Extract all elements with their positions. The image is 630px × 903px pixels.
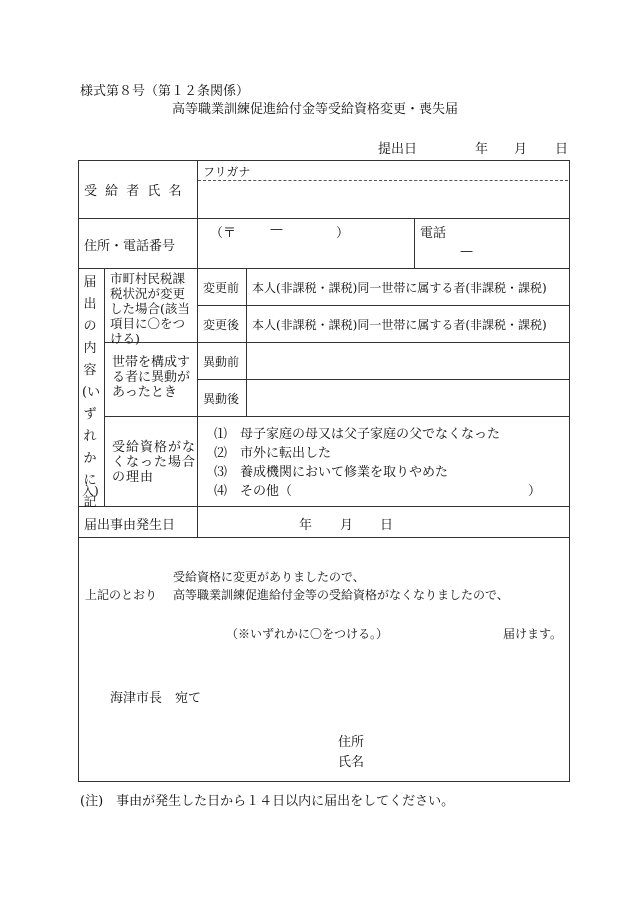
address-phone-label: 住所・電話番号 — [84, 239, 176, 254]
household-before-label: 異動前 — [203, 355, 240, 369]
phone-field[interactable] — [418, 240, 568, 266]
eligibility-loss-label: 受給資格がなくなった場合の理由 — [112, 440, 197, 485]
tax-before-options[interactable]: 本人(非課税・課税)同一世帯に属する者(非課税・課税) — [252, 281, 547, 295]
address-field[interactable] — [200, 240, 410, 266]
signer-name-label: 氏名 — [338, 755, 365, 770]
reason-3[interactable]: ⑶ 養成機関において修業を取りやめた — [214, 465, 449, 480]
phone-label: 電話 — [420, 226, 447, 241]
statement-note: （※いずれかに〇をつける。） — [226, 627, 389, 641]
event-year: 年 — [299, 518, 313, 533]
notification-vertical-label-end: 入) — [82, 484, 99, 498]
household-after-label: 異動後 — [203, 392, 240, 406]
tax-after-label: 変更後 — [203, 318, 240, 332]
phone-dash: — — [460, 244, 473, 259]
reason-4-close: ） — [528, 484, 542, 499]
submission-year: 年 — [475, 142, 489, 157]
event-day: 日 — [380, 518, 394, 533]
tax-before-label: 変更前 — [203, 281, 240, 295]
addressee: 海津市長 宛て — [110, 691, 202, 706]
furigana-label: フリガナ — [203, 165, 251, 179]
household-change-label: 世帯を構成する者に異動があったとき — [112, 355, 191, 400]
reason-2[interactable]: ⑵ 市外に転出した — [214, 446, 332, 461]
recipient-name-label: 受 給 者 氏 名 — [84, 184, 184, 199]
household-before-field[interactable] — [250, 345, 566, 377]
page-title: 高等職業訓練促進給付金等受給資格変更・喪失届 — [172, 102, 459, 117]
postal-close: ） — [336, 226, 350, 241]
reason-1[interactable]: ⑴ 母子家庭の母又は父子家庭の父でなくなった — [214, 427, 501, 442]
submission-month: 月 — [514, 142, 528, 157]
statement-suffix: 届けます。 — [503, 627, 563, 641]
postal-dash: — — [270, 222, 283, 237]
signer-address-label: 住所 — [338, 735, 365, 750]
statement-prefix: 上記のとおり — [85, 588, 158, 602]
footnote: (注) 事由が発生した日から１４日以内に届出をしてください。 — [80, 794, 455, 809]
reason-4[interactable]: ⑷ その他（ — [214, 484, 293, 499]
tax-status-label: 市町村民税課税状況が変更した場合(該当項目に〇をつける) — [110, 271, 190, 346]
statement-line1: 受給資格に変更がありましたので、 — [173, 570, 365, 584]
notification-vertical-label: 届 出 の 内 容 (い ず れ か に 記 — [82, 275, 101, 510]
submission-day: 日 — [555, 142, 569, 157]
event-date-label: 届出事由発生日 — [84, 518, 176, 533]
postal-open: （〒 — [210, 226, 237, 241]
recipient-name-field[interactable] — [200, 183, 566, 216]
event-month: 月 — [340, 518, 354, 533]
household-after-field[interactable] — [250, 382, 566, 414]
statement-line2: 高等職業訓練促進給付金等の受給資格がなくなりましたので、 — [173, 588, 509, 602]
form-number: 様式第８号（第１２条関係） — [80, 84, 250, 99]
submission-date-label: 提出日 — [378, 142, 418, 157]
tax-after-options[interactable]: 本人(非課税・課税)同一世帯に属する者(非課税・課税) — [252, 318, 547, 332]
